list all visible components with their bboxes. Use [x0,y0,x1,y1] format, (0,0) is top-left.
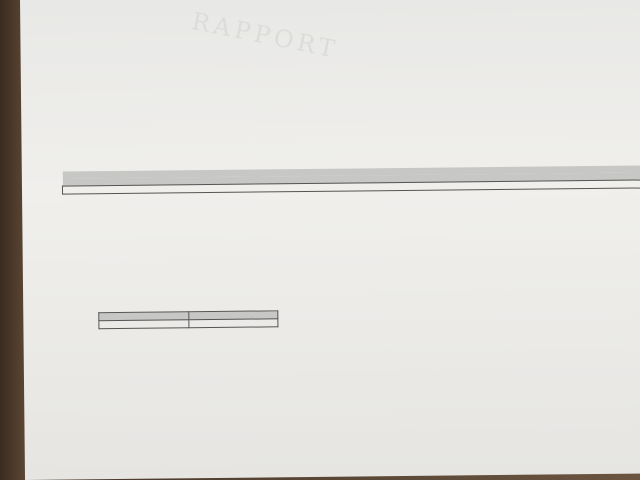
emissions-table [62,165,640,194]
wltp-table [52,348,640,354]
nedc-table [53,238,640,244]
tires-table [39,398,639,404]
reduction-fuel [99,320,189,329]
document-page [20,0,640,480]
rde-table [57,206,457,210]
watermark: RAPPORT [189,7,341,64]
reduction-value [188,319,278,328]
eco-reduction-table [98,310,278,329]
